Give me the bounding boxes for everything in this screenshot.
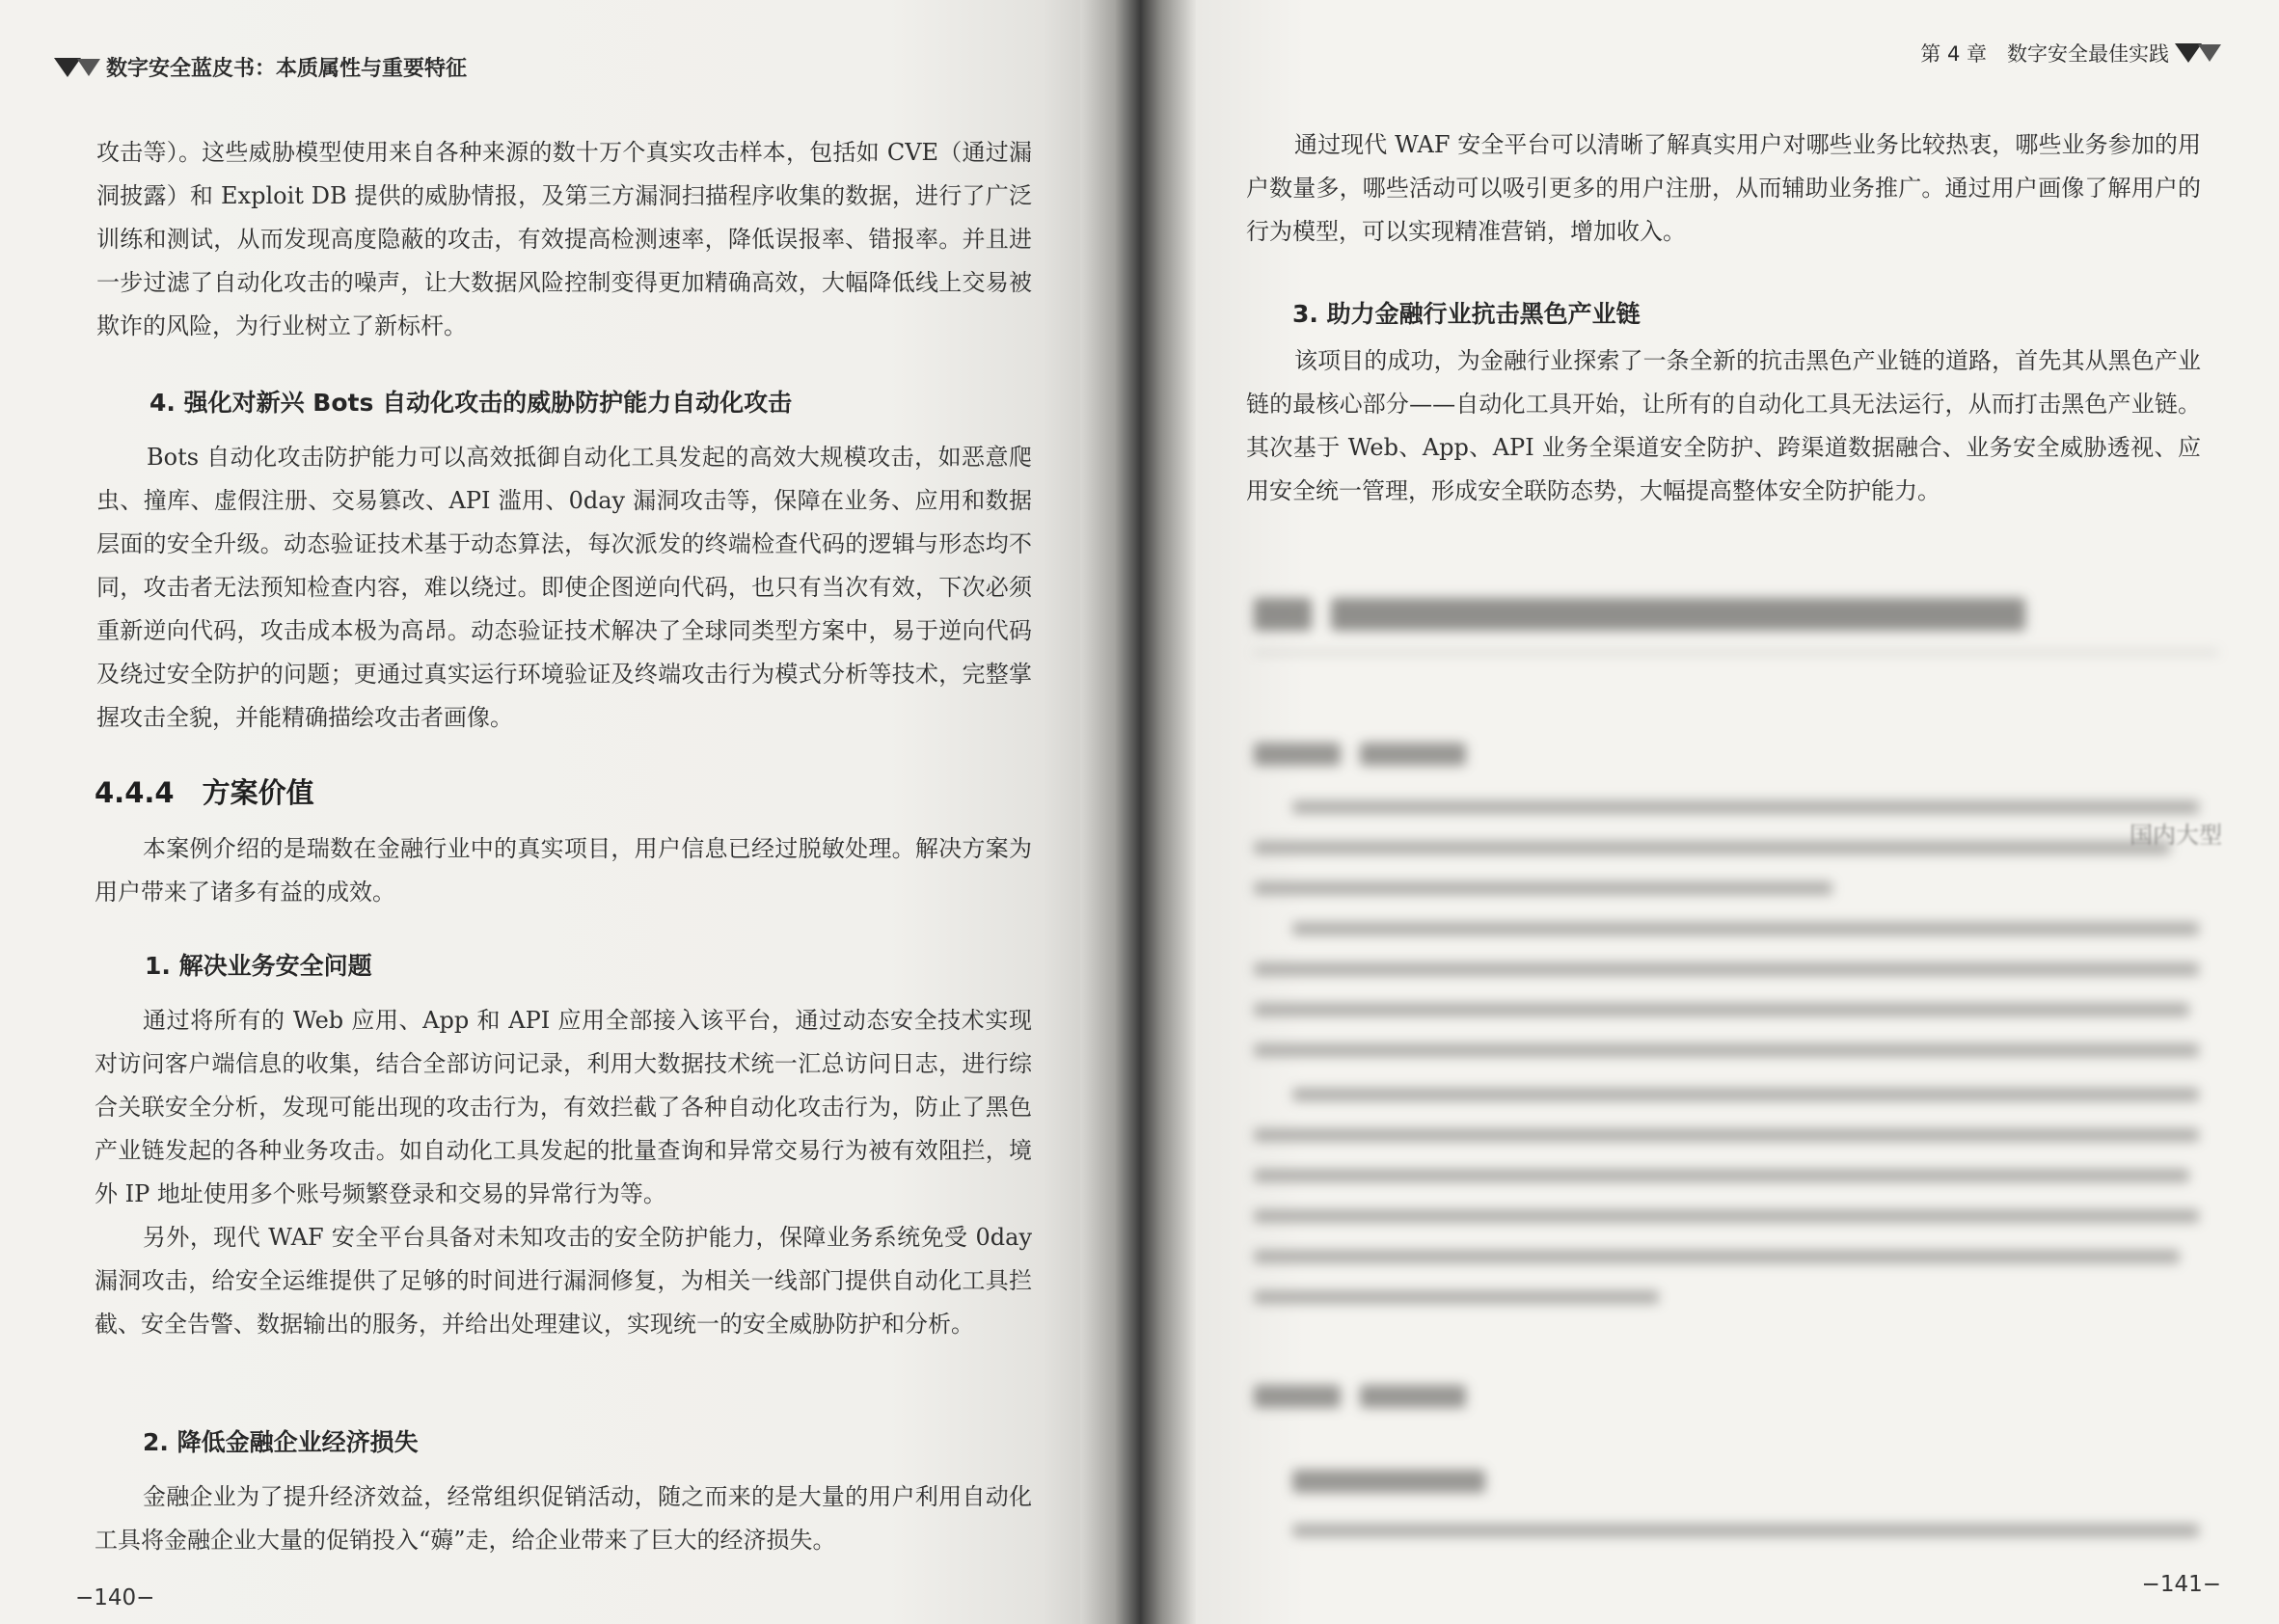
running-head-text: 第 4 章 数字安全最佳实践 xyxy=(1920,42,2169,66)
bots-paragraph: Bots 自动化攻击防护能力可以高效抵御自动化工具发起的高效大规模攻击，如恶意爬虫、撞库、虚假注册、交易篡改、API 滥用、0day 漏洞攻击等，保障在业务、应用和数据层面的安全升级。动态验证技术基于动态算法，每次派发的终端检查代码的逻辑与形态均不同，攻击者无法预知检查内容，难以绕过。即使企图逆向代码，也只有当次有效，下次必须重新逆向代码，攻击成本极为高昂。动态验证技术解决了全球同类型方案中，易于逆向代码及绕过安全防护的问题；更通过真实运行环境验证及终端攻击行为模式分析等技术，完整掌握攻击全貌，并能精确描绘攻击者画像。 xyxy=(96,444,1032,731)
intro-paragraph: 攻击等）。这些威胁模型使用来自各种来源的数十万个真实攻击样本，包括如 CVE（通过漏洞披露）和 Exploit DB 提供的威胁情报，及第三方漏洞扫描程序收集的数据，进行了广泛训练和测试，从而发现高度隐蔽的攻击，有效提高检测速率，降低误报率、错报率。并且进一步过滤了自动化攻击的噪声，让大数据风险控制变得更加精确高效，大幅降低线上交易被欺诈的风险，为行业树立了新标杆。 xyxy=(96,139,1032,339)
paragraph-black-industry: 该项目的成功，为金融行业探索了一条全新的抗击黑色产业链的道路，首先其从黑色产业链的最核心部分——自动化工具开始，让所有的自动化工具无法运行，从而打击黑色产业链。其次基于 Web、App、API 业务全渠道安全防护、跨渠道数据融合、业务安全威胁透视、应用安全统一管理，形成安全联防态势，大幅提高整体安全防护能力。 xyxy=(1246,347,2201,504)
heading-black-industry: 3. 助力金融行业抗击黑色产业链 xyxy=(1292,300,1641,328)
paragraph-user-insight: 通过现代 WAF 安全平台可以清晰了解真实用户对哪些业务比较热衷，哪些业务参加的用户数量多，哪些活动可以吸引更多的用户注册，从而辅助业务推广。通过用户画像了解用户的行为模型，可以实现精准营销，增加收入。 xyxy=(1246,131,2201,245)
book-gutter xyxy=(1080,0,1196,1624)
running-head-text: 数字安全蓝皮书：本质属性与重要特征 xyxy=(106,57,468,81)
page-number-left: −140− xyxy=(75,1585,155,1610)
heading-bots-defense: 4. 强化对新兴 Bots 自动化攻击的威胁防护能力自动化攻击 xyxy=(149,389,793,417)
blurred-text-fragment: 国内大型 xyxy=(2130,822,2222,849)
blurred-content xyxy=(1196,559,2279,1582)
paragraph-waf-protection: 另外，现代 WAF 安全平台具备对未知攻击的安全防护能力，保障业务系统免受 0day 漏洞攻击，给安全运维提供了足够的时间进行漏洞修复，为相关一线部门提供自动化工具拦截、安全告警、数据输出的服务，并给出处理建议，实现统一的安全威胁防护和分析。 xyxy=(95,1224,1032,1338)
right-page xyxy=(1196,0,2279,1624)
paragraph-business-security: 通过将所有的 Web 应用、App 和 API 应用全部接入该平台，通过动态安全技术实现对访问客户端信息的收集，结合全部访问记录，利用大数据技术统一汇总访问日志，进行综合关联安全分析，发现可能出现的攻击行为，有效拦截了各种自动化攻击行为，防止了黑色产业链发起的各种业务攻击。如自动化工具发起的批量查询和异常交易行为被有效阻拦，境外 IP 地址使用多个账号频繁登录和交易的异常行为等。 xyxy=(95,1007,1032,1207)
running-head-right xyxy=(1920,39,2221,68)
page-number-right: −141− xyxy=(2141,1572,2221,1597)
heading-business-security: 1. 解决业务安全问题 xyxy=(145,952,372,980)
heading-reduce-losses: 2. 降低金融企业经济损失 xyxy=(143,1428,419,1456)
triangle-marker-icon xyxy=(2198,44,2221,62)
section-paragraph: 本案例介绍的是瑞数在金融行业中的真实项目，用户信息已经过脱敏处理。解决方案为用户带来了诸多有益的成效。 xyxy=(95,835,1032,906)
left-page xyxy=(0,0,1109,1624)
section-title: 4.4.4 方案价值 xyxy=(95,776,314,809)
running-head-left xyxy=(54,52,467,82)
paragraph-reduce-losses: 金融企业为了提升经济效益，经常组织促销活动，随之而来的是大量的用户利用自动化工具将金融企业大量的促销投入“薅”走，给企业带来了巨大的经济损失。 xyxy=(95,1483,1032,1554)
triangle-marker-icon xyxy=(77,59,100,76)
